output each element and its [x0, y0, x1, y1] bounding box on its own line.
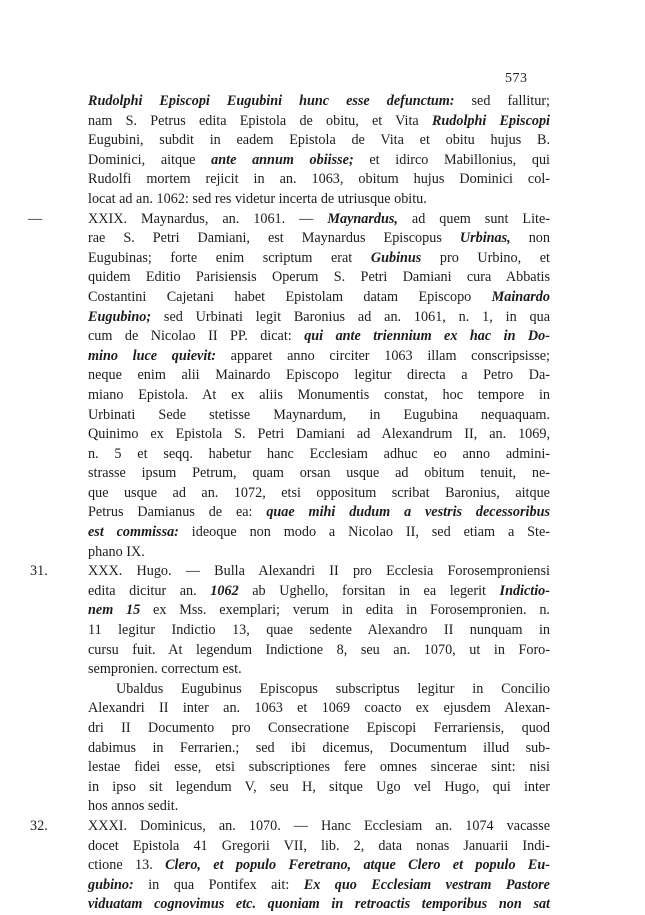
- italic-text: Mainardo: [491, 288, 550, 305]
- text-segment: Costantini Cajetani habet Epistolam datam Episcopo: [88, 288, 492, 305]
- text-line: [88, 112, 550, 132]
- text-line: [30, 817, 550, 837]
- italic-text: mino luce quievit:: [88, 347, 216, 364]
- text-line: [88, 190, 550, 210]
- italic-text: Ex quo Ecclesiam vestram Pastore: [303, 876, 550, 893]
- text-line: [88, 543, 550, 563]
- text-line: [88, 699, 550, 719]
- text-segment: phano IX.: [88, 543, 145, 560]
- text-line: [88, 621, 550, 641]
- text-line: [88, 170, 550, 190]
- italic-text: ante annum obiisse;: [211, 151, 354, 168]
- italic-text: quae mihi dudum a vestris decessoribus: [266, 504, 550, 521]
- italic-text: Rudolphi Episcopi: [431, 112, 550, 129]
- body-text: [28, 92, 551, 915]
- line-dash: —: [28, 210, 43, 227]
- text-segment: locat ad an. 1062: sed res videtur incerta de utriusque obitu.: [88, 190, 427, 207]
- italic-text: Indictio-: [499, 582, 550, 599]
- text-line: [88, 386, 550, 406]
- text-segment: strasse ipsum Petrum, quam orsan usque ad obitum tenuit, ne-: [88, 465, 550, 482]
- text-segment: Ubaldus Eugubinus Episcopus subscriptus legitur in Concilio: [116, 680, 550, 697]
- text-line: [88, 92, 550, 112]
- text-line: [88, 797, 550, 817]
- text-segment: lestae fidei esse, etsi subscriptiones fere omnes sincerae sint: nisi: [88, 759, 550, 776]
- text-segment: in qua Pontifex ait:: [133, 876, 304, 893]
- text-line: [88, 660, 550, 680]
- text-segment: docet Epistola 41 Gregorii VII, lib. 2, data nonas Januarii Indi-: [88, 837, 550, 854]
- italic-text: Urbinas,: [459, 230, 511, 247]
- page-number: 573: [505, 71, 528, 86]
- text-segment: Alexandri II inter an. 1063 et 1069 coacto ex ejusdem Alexan-: [88, 700, 550, 717]
- italic-text: 1062: [210, 582, 239, 599]
- text-segment: sed Urbinati legit Baronius ad an. 1061, n. 1, in qua: [151, 308, 550, 325]
- text-segment: miano Epistola. At ex aliis Monumentis constat, hoc tempore in: [88, 386, 550, 403]
- italic-text: Eugubino;: [88, 308, 152, 325]
- text-segment: Eugubinas; forte enim scriptum erat: [88, 249, 371, 266]
- text-line: [88, 484, 550, 504]
- text-segment: ab Ughello, forsitan in ea legerit: [238, 582, 500, 599]
- text-segment: edita dicitur an.: [88, 582, 211, 599]
- text-line: [88, 778, 550, 798]
- italic-text: Clero, et populo Feretrano, atque Clero et populo Eu-: [165, 857, 550, 874]
- text-line: [30, 562, 550, 582]
- text-segment: hos annos sedit.: [88, 798, 179, 815]
- text-segment: ad quem sunt Lite-: [397, 210, 551, 227]
- text-line: [88, 895, 550, 915]
- text-segment: et idirco Mabillonius, qui: [353, 151, 550, 168]
- italic-text: nem 15: [88, 602, 141, 619]
- text-segment: que usque ad an. 1072, etsi oppositum scribat Baronius, aitque: [88, 484, 550, 501]
- text-segment: Eugubini, subdit in eadem Epistola de Vita et obitu hujus B.: [88, 132, 550, 149]
- text-segment: ideoque non modo a Nicolao II, sed etiam a Ste-: [178, 524, 550, 541]
- text-segment: Dominici, aitque: [88, 151, 212, 168]
- text-segment: rae S. Petri Damiani, est Maynardus Episcopus: [88, 230, 460, 247]
- text-line: [88, 523, 550, 543]
- text-line: [28, 210, 551, 230]
- text-segment: Quinimo ex Epistola S. Petri Damiani ad Alexandrum II, an. 1069,: [88, 426, 550, 443]
- text-line: [88, 425, 550, 445]
- text-line: [88, 406, 550, 426]
- italic-text: Maynardus,: [327, 210, 398, 227]
- text-segment: non: [510, 230, 550, 247]
- text-line: [88, 366, 550, 386]
- text-segment: neque enim alii Mainardo Episcopo legitur directa a Petro Da-: [88, 367, 550, 384]
- text-line: [88, 739, 550, 759]
- text-line: [88, 503, 550, 523]
- text-segment: Urbinati Sede stetisse Maynardum, in Eugubina nequaquam.: [88, 406, 550, 423]
- text-line: [88, 719, 550, 739]
- italic-text: Gubinus: [370, 249, 422, 266]
- text-segment: quidem Editio Parisiensis Operum S. Petri Damiani cura Abbatis: [88, 269, 550, 286]
- text-segment: cursu fuit. At legendum Indictione 8, seu an. 1070, ut in Foro-: [88, 641, 550, 658]
- text-line: [88, 268, 550, 288]
- italic-text: Rudolphi Episcopi Eugubini hunc esse defunctum:: [88, 93, 455, 109]
- text-line: [88, 445, 550, 465]
- text-line: [88, 288, 550, 308]
- italic-text: viduatam cognovimus etc. quoniam in retroactis temporibus non sat: [88, 896, 550, 913]
- text-segment: sempronien. correctum est.: [88, 661, 242, 678]
- text-segment: nam S. Petrus edita Epistola de obitu, et Vita: [88, 112, 432, 129]
- text-line: [88, 308, 550, 328]
- paragraph-number: 32.: [30, 817, 48, 834]
- text-line: [88, 876, 550, 896]
- text-line: [88, 641, 550, 661]
- text-line: [88, 680, 550, 700]
- text-segment: sed fallitur;: [454, 93, 550, 109]
- text-line: [88, 347, 550, 367]
- text-segment: in ipso sit legendum V, seu H, sitque Ugo vel Hugo, qui inter: [88, 778, 550, 795]
- text-segment: ctione 13.: [88, 857, 166, 874]
- text-segment: ex Mss. exemplari; verum in edita in Forosempronien. n.: [140, 602, 550, 619]
- text-line: [88, 229, 550, 249]
- text-segment: Petrus Damianus de ea:: [88, 504, 267, 521]
- text-line: [88, 856, 550, 876]
- text-segment: dabimus in Ferrarien.; sed ibi dicemus, Documentum illud sub-: [88, 739, 550, 756]
- text-segment: n. 5 et seqq. habetur hanc Ecclesiam adhuc eo anno admini-: [88, 445, 550, 462]
- text-line: [88, 837, 550, 857]
- italic-text: qui ante triennium ex hac in Do-: [304, 328, 550, 345]
- text-segment: XXIX. Maynardus, an. 1061. —: [88, 210, 328, 227]
- text-segment: pro Urbino, et: [421, 249, 550, 266]
- text-segment: dri II Documento pro Consecratione Episcopi Ferrariensis, quod: [88, 720, 550, 736]
- text-segment: Rudolfi mortem rejicit in an. 1063, obitum hujus Dominici col-: [88, 171, 550, 188]
- text-line: [88, 151, 550, 171]
- text-segment: XXX. Hugo. — Bulla Alexandri II pro Ecclesia Forosemproniensi: [88, 563, 550, 580]
- italic-text: est commissa:: [88, 524, 179, 541]
- italic-text: gubino:: [88, 876, 134, 893]
- text-line: [88, 249, 550, 269]
- text-line: [88, 758, 550, 778]
- text-line: [88, 464, 550, 484]
- text-line: [88, 601, 550, 621]
- text-segment: cum de Nicolao II PP. dicat:: [88, 328, 305, 345]
- text-segment: 11 legitur Indictio 13, quae sedente Alexandro II nunquam in: [88, 622, 550, 639]
- paragraph-number: 31.: [30, 563, 48, 580]
- text-segment: XXXI. Dominicus, an. 1070. — Hanc Ecclesiam an. 1074 vacasse: [88, 817, 550, 834]
- text-segment: apparet anno circiter 1063 illam conscripsisse;: [215, 347, 550, 364]
- text-line: [88, 131, 550, 151]
- text-line: [88, 582, 550, 602]
- text-line: [88, 327, 550, 347]
